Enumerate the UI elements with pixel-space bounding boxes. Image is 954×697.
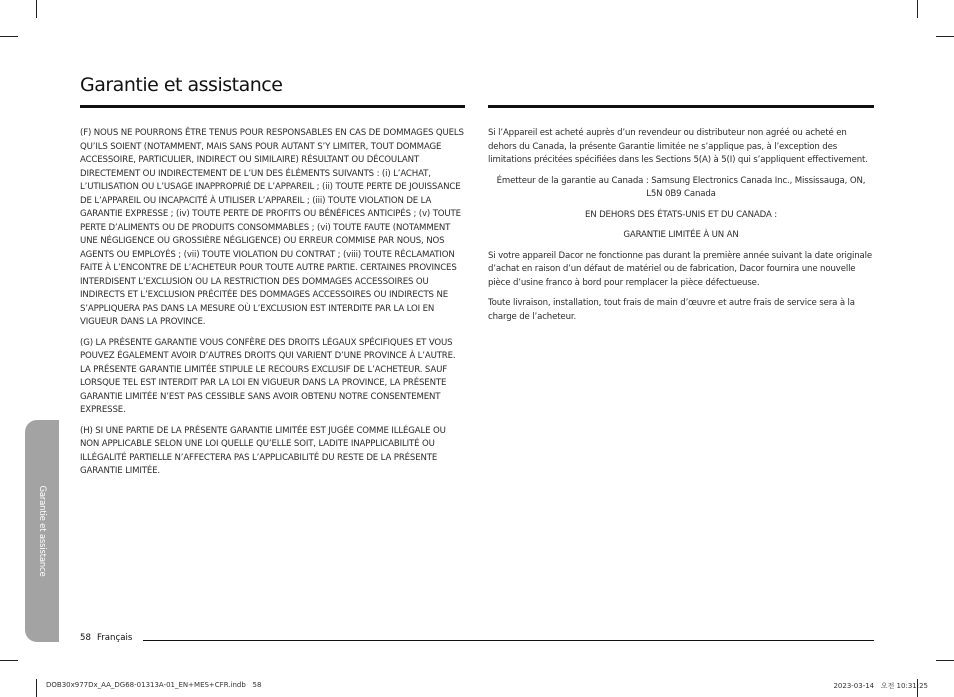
paragraph-g: (G) LA PRÉSENTE GARANTIE VOUS CONFÈRE DES DROITS LÉGAUX SPÉCIFIQUES ET VOUS POUVEZ ÉGALEMENT AVOIR D’AUTRES DROITS QUI VARIENT D’UNE PROVINCE À L’AUTRE. LA PRÉSENTE GARANTIE LIMITÉE STIPULE LE RECOURS EXCLUSIF DE L’ACHETEUR. SAUF LORSQUE TEL EST INTERDIT PAR LA LOI EN VIGUEUR DANS LA PROVINCE, LA PRÉSENTE GARANTIE LIMITÉE N’EST PAS CESSIBLE SANS AVOIR OBTENU NOTRE CONSENTEMENT EXPRESSE. — [80, 337, 456, 415]
intro-paragraph: Si l’Appareil est acheté auprès d’un revendeur ou distributeur non agréé ou acheté en dehors du Canada, la présente Garantie limitée ne s’applique pas, à l’exception des limitations précitées spécifiées dans les Sections 5(A) à 5(I) qui s’appliquent effectivement. — [488, 128, 868, 165]
page-footer — [80, 633, 132, 643]
issuer-text: Émetteur de la garantie au Canada : Samsung Electronics Canada Inc., Mississauga, ON, L5N 0B9 Canada — [496, 175, 866, 199]
crop-mark-top-left-v — [36, 0, 37, 18]
warranty-heading: GARANTIE LIMITÉE À UN AN — [623, 230, 739, 240]
side-tab-label: Garantie et assistance — [37, 485, 47, 577]
paragraph-f: (F) NOUS NE POURRONS ÊTRE TENUS POUR RESPONSABLES EN CAS DE DOMMAGES QUELS QU’ILS SOIENT (NOTAMMENT, MAIS SANS POUR AUTANT S’Y LIMITER, TOUT DOMMAGE ACCESSOIRE, PARTICULIER, INDIRECT OU SIMILAIRE) RÉSULTANT OU DÉCOULANT DIRECTEMENT OU INDIRECTEMENT DE L’UN DES ÉLÉMENTS SUIVANTS : (i) L’ACHAT, L’UTILISATION OU L’USAGE INAPPROPRIÉ DE L’APPAREIL ; (ii) TOUTE PERTE DE JOUISSANCE DE L’APPAREIL OU INCAPACITÉ À UTILISER L’APPAREIL ; (iii) TOUTE VIOLATION DE LA GARANTIE EXPRESSE ; (iv) TOUTE PERTE DE PROFITS OU BÉNÉFICES ANTICIPÉS ; (v) TOUTE PERTE D’ALIMENTS OU DE PRODUITS CONSOMMABLES ; (vi) TOUTE FAUTE (NOTAMMENT UNE NÉGLIGENCE OU GROSSIÈRE NÉGLIGENCE) OU ERREUR COMMISE PAR NOUS, NOS AGENTS OU EMPLOYÉS ; (vii) TOUTE VIOLATION DU CONTRAT ; (viii) TOUTE RÉCLAMATION FAITE À L’ENCONTRE DE L’ACHETEUR POUR TOUTE AUTRE PARTIE. CERTAINES PROVINCES INTERDISENT L’EXCLUSION OU LA RESTRICTION DES DOMMAGES ACCESSOIRES OU INDIRECTS ET L’EXCLUSION PRÉCITÉE DES DOMMAGES ACCESSOIRES OU INDIRECTS NE S’APPLIQUERA PAS DANS LA MESURE OÙ L’EXCLUSION EST INTERDITE PAR LA LOI EN VIGUEUR DANS LA PROVINCE. — [80, 128, 464, 327]
crop-mark-top-right-h — [936, 36, 954, 37]
print-timestamp: 2023-03-14 오전 10:31:25 — [833, 682, 928, 690]
outside-heading: EN DEHORS DES ÉTATS-UNIS ET DU CANADA : — [584, 209, 778, 220]
right-column — [488, 127, 874, 331]
page-title: Garantie et assistance — [80, 74, 283, 96]
left-header-rule — [80, 105, 465, 108]
crop-mark-top-left-h — [0, 36, 18, 37]
footer-rule — [143, 640, 874, 641]
file-slug: DOB30x977Dx_AA_DG68-01313A-01_EN+MES+CFR.indb 58 — [46, 681, 262, 689]
section-side-tab — [25, 420, 59, 642]
paragraph-h: (H) SI UNE PARTIE DE LA PRÉSENTE GARANTIE LIMITÉE EST JUGÉE COMME ILLÉGALE OU NON APPLICABLE SELON UNE LOI QUELLE QU’ELLE SOIT, LADITE INAPPLICABILITÉ OU ILLÉGALITÉ PARTIELLE N’AFFECTERA PAS L’APPLICABILITÉ DU RESTE DE LA PRÉSENTE GARANTIE LIMITÉE. — [80, 425, 446, 476]
left-column — [80, 127, 465, 486]
warranty-body-1: Si votre appareil Dacor ne fonctionne pas durant la première année suivant la date originale d’achat en raison d’un défaut de matériel ou de fabrication, Dacor fournira une nouvelle pièce d’usine franco à bord pour remplacer la pièce défectueuse. — [488, 250, 873, 288]
page-number: 58 — [80, 633, 91, 643]
crop-mark-bottom-left-h — [0, 660, 18, 661]
crop-mark-top-right-v — [917, 0, 918, 18]
crop-mark-bottom-right-h — [936, 660, 954, 661]
right-header-rule — [488, 105, 874, 108]
language-label: Français — [96, 633, 133, 643]
crop-mark-bottom-left-v — [36, 679, 37, 697]
warranty-body-2: Toute livraison, installation, tout frais de main d’œuvre et autre frais de service sera à la charge de l’acheteur. — [488, 298, 855, 322]
